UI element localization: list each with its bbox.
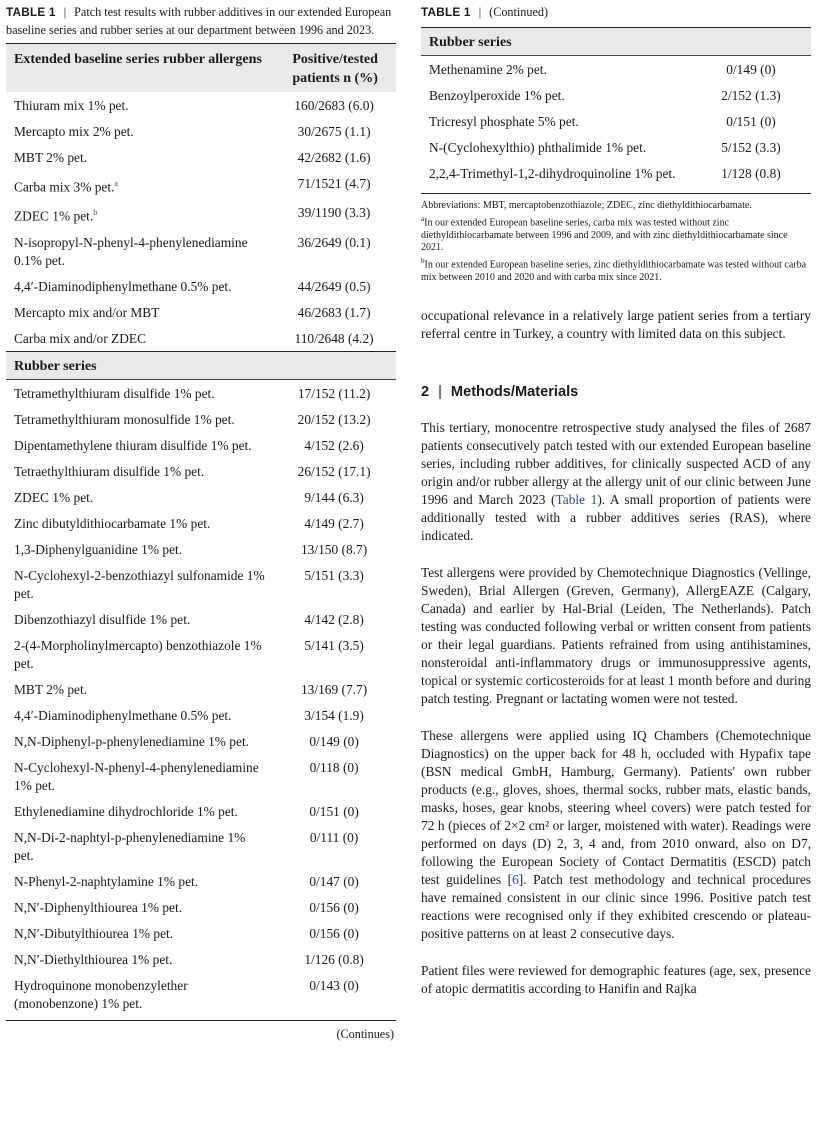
footnote-a: $^a$In our extended European baseline series, carba mix was tested without zinc diethyldithiocarbamate between 1996 and 2009, and with zinc diethyldithiocarbamate since 2021. [421, 214, 788, 254]
footnote-marker: b [93, 208, 98, 218]
table-row [6, 92, 396, 118]
table-row [6, 920, 396, 946]
table-row [6, 894, 396, 920]
table-row [6, 144, 396, 170]
allergen-name: N-Phenyl-2-naphtylamine 1% pet. [14, 873, 199, 889]
allergen-name: N,N′-Diphenylthiourea 1% pet. [14, 899, 183, 915]
allergen-name: Carba mix 3% pet.$^a$ [14, 179, 118, 195]
allergen-name: Carba mix and/or ZDEC [14, 330, 147, 346]
table-row [6, 406, 396, 432]
allergen-name: 2-(4-Morpholinylmercapto) benzothiazole 1% pet. [14, 637, 262, 671]
section-row [421, 28, 811, 56]
table-footnotes [421, 193, 811, 284]
positive-tested-value: 0/143 (0) [309, 977, 359, 993]
positive-tested-value: 5/141 (3.5) [304, 637, 364, 653]
table-row [421, 160, 811, 186]
results-table-continued [421, 27, 811, 186]
positive-tested-value: 42/2682 (1.6) [297, 150, 371, 165]
allergen-name: ZDEC 1% pet. [14, 489, 94, 505]
positive-tested-value: 0/111 (0) [309, 829, 359, 845]
table-row [6, 484, 396, 510]
header-positive: Positive/tested patients n (%) [272, 44, 396, 93]
table-row [421, 108, 811, 134]
table-row [6, 118, 396, 144]
allergen-name: Ethylenediamine dihydrochloride 1% pet. [14, 803, 238, 819]
positive-tested-value: 5/151 (3.3) [304, 567, 364, 583]
table-link[interactable]: Table 1 [555, 492, 598, 508]
allergen-name: N-Cyclohexyl-N-phenyl-4-phenylenediamine 1% pet. [14, 759, 259, 793]
allergen-name: N,N′-Diethylthiourea 1% pet. [14, 951, 173, 967]
positive-tested-value: 0/149 (0) [309, 733, 359, 749]
methods-paragraph-3: These allergens were applied using IQ Chambers (Chemotechnique Diagnostics) on the upper back for 48 h, occluded with Hypafix tape (BSN medical GmbH, Hamburg, Germany). Patients' own rubber products (e.g., gloves, shoes, thermal socks, rubber mats, elastic bands, masks, hoses, gear knobs, steering wheel covers) were patch tested for 72 h (pieces of 2×2 cm² or larger, moistened with water). Readings were performed on days (D) 2, 3, 4 and, from 2010 onward, also on D7, following the European Society of Contact Dermatitis (ESCD) patch test guidelines [6]. Patch test methodology and technical procedures have remained consistent in our clinic since 1996. Positive patch test reactions were recognised only if they exhibited crescendo or plateau-positive patterns on at least 2 consecutive days. [421, 728, 811, 942]
table-row [6, 702, 396, 728]
section-heading: 2 | Methods/Materials [421, 384, 579, 401]
allergen-name: Zinc dibutyldithiocarbamate 1% pet. [14, 515, 211, 531]
positive-tested-value: 3/154 (1.9) [304, 707, 364, 723]
table-row [6, 458, 396, 484]
allergen-name: Tetramethylthiuram disulfide 1% pet. [14, 385, 215, 401]
intro-paragraph: occupational relevance in a relatively large patient series from a tertiary referral centre in Turkey, a country with limited data on this subject. [421, 308, 811, 342]
table-row [6, 868, 396, 894]
continues-label: (Continues) [336, 1026, 394, 1041]
positive-tested-value: 71/1521 (4.7) [297, 176, 371, 191]
reference-link[interactable]: 6 [512, 872, 519, 888]
continued-rows [421, 56, 811, 187]
table-row [6, 379, 396, 406]
allergen-name: Dipentamethylene thiuram disulfide 1% pet. [14, 437, 252, 453]
allergen-name: N-isopropyl-N-phenyl-4-phenylenediamine 0.1% pet. [14, 234, 248, 268]
allergen-name: Tetramethylthiuram monosulfide 1% pet. [14, 411, 235, 427]
header-allergen: Extended baseline series rubber allergens [6, 44, 272, 93]
allergen-name: Mercapto mix 2% pet. [14, 124, 134, 139]
table-row [6, 824, 396, 868]
footnote-marker: a [114, 179, 118, 188]
table-row [6, 432, 396, 458]
allergen-name: MBT 2% pet. [14, 150, 88, 165]
allergen-name: Hydroquinone monobenzylether (monobenzone) 1% pet. [14, 977, 188, 1011]
rubber-rows [6, 379, 396, 1016]
methods-paragraph-4: Patient files were reviewed for demographic features (age, sex, presence of atopic dermatitis according to Hanifin and Rajka [421, 963, 811, 997]
positive-tested-value: 0/156 (0) [309, 899, 359, 915]
allergen-name: Tricresyl phosphate 5% pet. [429, 114, 579, 129]
allergen-name: MBT 2% pet. [14, 681, 88, 697]
table-continued-label: TABLE 1 | (Continued) [421, 5, 549, 19]
positive-tested-value: 13/150 (8.7) [300, 541, 368, 557]
positive-tested-value: 26/152 (17.1) [297, 463, 371, 479]
abbreviations: Abbreviations: MBT, mercaptobenzothiazole; ZDEC, zinc diethyldithiocarbamate. [421, 200, 752, 211]
allergen-name: 1,3-Diphenylguanidine 1% pet. [14, 541, 183, 557]
table-row [6, 972, 396, 1016]
allergen-name: Tetraethylthiuram disulfide 1% pet. [14, 463, 205, 479]
table-header-row [6, 44, 396, 93]
allergen-name: 2,2,4-Trimethyl-1,2-dihydroquinoline 1% pet. [429, 166, 676, 181]
table-row [6, 199, 396, 228]
positive-tested-value: 0/156 (0) [309, 925, 359, 941]
positive-tested-value: 0/149 (0) [726, 62, 776, 77]
positive-tested-value: 4/152 (2.6) [304, 437, 364, 453]
table-row [6, 728, 396, 754]
allergen-name: Dibenzothiazyl disulfide 1% pet. [14, 611, 191, 627]
allergen-name: Methenamine 2% pet. [429, 62, 547, 77]
section-row [6, 351, 396, 379]
positive-tested-value: 160/2683 (6.0) [294, 98, 374, 113]
table-row [6, 676, 396, 702]
positive-tested-value: 9/144 (6.3) [304, 489, 364, 505]
footnote-b: $^b$In our extended European baseline series, zinc diethyldithiocarbamate was tested without carba mix between 2010 and 2020 and with carba mix since 2021. [421, 256, 807, 283]
positive-tested-value: 0/151 (0) [726, 114, 776, 129]
baseline-rows [6, 92, 396, 351]
table-row [6, 562, 396, 606]
allergen-name: N,N′-Dibutylthiourea 1% pet. [14, 925, 174, 941]
methods-paragraph-1: This tertiary, monocentre retrospective study analysed the files of 2687 patients consecutively patch tested with our extended European baseline series, including rubber additives, for clinically suspected ACD of any origin and/or rubber allergy at the allergy unit of our clinic between June 1996 and March 2023 (Table 1). A small proportion of patients were additionally tested with a rubber additives series (RAS), where indicated. [421, 420, 811, 544]
table-row [6, 798, 396, 824]
allergen-name: 4,4′-Diaminodiphenylmethane 0.5% pet. [14, 278, 232, 294]
positive-tested-value: 4/149 (2.7) [304, 515, 364, 531]
allergen-name: N-(Cyclohexylthio) phthalimide 1% pet. [429, 140, 647, 155]
table-row [421, 134, 811, 160]
positive-tested-value: 5/152 (3.3) [721, 140, 781, 155]
positive-tested-value: 44/2649 (0.5) [297, 278, 371, 294]
table-row [6, 170, 396, 199]
positive-tested-value: 110/2648 (4.2) [294, 330, 374, 346]
positive-tested-value: 0/147 (0) [309, 873, 359, 889]
positive-tested-value: 39/1190 (3.3) [297, 205, 371, 221]
positive-tested-value: 36/2649 (0.1) [297, 234, 371, 250]
table-row [6, 229, 396, 273]
positive-tested-value: 17/152 (11.2) [297, 385, 371, 401]
positive-tested-value: 20/152 (13.2) [297, 411, 371, 427]
positive-tested-value: 1/126 (0.8) [304, 951, 364, 967]
table-row [421, 56, 811, 83]
results-table [6, 43, 396, 1016]
methods-paragraph-2: Test allergens were provided by Chemotechnique Diagnostics (Vellinge, Sweden), Brial Allergen (Greven, Germany), AllergEAZE (Calgary, Canada) and earlier by Hal-Brial (Leiden, The Netherlands). Patch testing was conducted following verbal or written consent from patients or their legal guardians. Patients refrained from using antihistamines, nonsteroidal anti-inflammatory drugs or immunosuppressive agents, topical or systemic corticosteroids for at least 1 month before and during patch testing. Pregnant or lactating women were not tested. [421, 565, 811, 707]
allergen-name: 4,4′-Diaminodiphenylmethane 0.5% pet. [14, 707, 232, 723]
table-row [6, 754, 396, 798]
left-column [6, 0, 396, 1042]
table-row [6, 299, 396, 325]
right-column [421, 0, 811, 998]
section-title: Rubber series [421, 28, 811, 56]
positive-tested-value: 2/152 (1.3) [721, 88, 781, 103]
table-caption-text: Patch test results with rubber additives in our extended European baseline series and rubber series at our department between 1996 and 2023. [6, 5, 392, 37]
allergen-name: Thiuram mix 1% pet. [14, 98, 129, 113]
positive-tested-value: 13/169 (7.7) [300, 681, 368, 697]
table-label: TABLE 1 [6, 5, 56, 19]
table-caption: TABLE 1 | Patch test results with rubber additives in our extended European baseline series and rubber series at our department between 1996 and 2023. [6, 5, 392, 37]
positive-tested-value: 1/128 (0.8) [721, 166, 781, 181]
table-row [6, 606, 396, 632]
allergen-name: N,N-Di-2-naphtyl-p-phenylenediamine 1% pet. [14, 829, 246, 863]
table-row [6, 536, 396, 562]
table-row [6, 632, 396, 676]
table-row [6, 325, 396, 352]
allergen-name: N,N-Diphenyl-p-phenylenediamine 1% pet. [14, 733, 250, 749]
positive-tested-value: 4/142 (2.8) [304, 611, 364, 627]
allergen-name: Mercapto mix and/or MBT [14, 304, 160, 320]
positive-tested-value: 30/2675 (1.1) [297, 124, 371, 139]
positive-tested-value: 0/118 (0) [309, 759, 359, 775]
table-row [6, 946, 396, 972]
table-row [6, 510, 396, 536]
allergen-name: ZDEC 1% pet.$^b$ [14, 208, 98, 224]
table-row [6, 273, 396, 299]
table-row [421, 82, 811, 108]
section-title: Rubber series [6, 351, 396, 379]
allergen-name: N-Cyclohexyl-2-benzothiazyl sulfonamide 1% pet. [14, 567, 265, 601]
allergen-name: Benzoylperoxide 1% pet. [429, 88, 565, 103]
positive-tested-value: 46/2683 (1.7) [297, 304, 371, 320]
positive-tested-value: 0/151 (0) [309, 803, 359, 819]
